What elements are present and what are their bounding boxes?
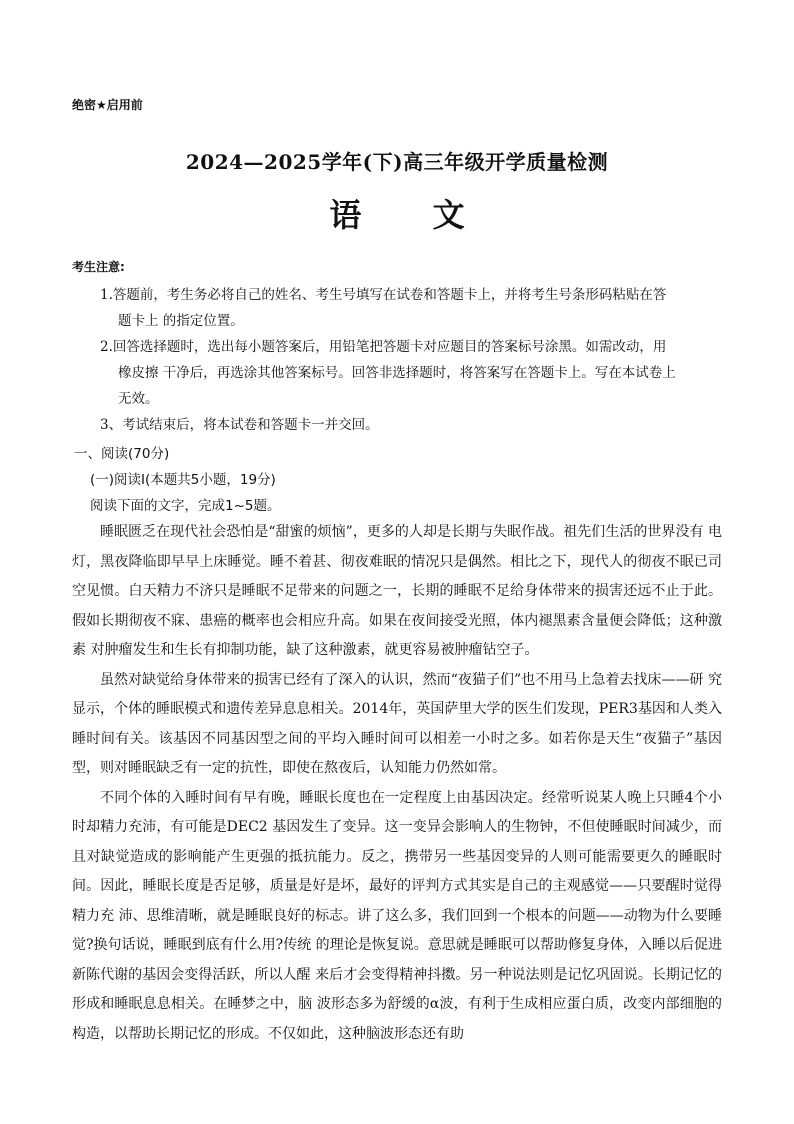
passage-paragraph-2: 虽然对缺觉给身体带来的损害已经有了深入的认识，然而“夜猫子们”也不用马上急着去找床——研 究显示，个体的睡眠模式和遗传差异息息相关。2014年，英国萨里大学的医生们发现，PER3基因和人类入 睡时间有关。该基因不同基因型之间的平均入睡时间可以相差一小时之多。如若你是天生“夜猫子”基因型，则对睡眠缺乏有一定的抗性，即使在熬夜后，认知能力仍然如常。 xyxy=(72,671,722,776)
notice-item-2 xyxy=(100,334,720,412)
notice-list xyxy=(100,282,720,438)
notice-item-1-line2: 题卡上 的指定位置。 xyxy=(118,313,244,329)
notice-item-3-line1: 3、考试结束后，将本试卷和答题卡一并交回。 xyxy=(100,417,379,433)
notice-heading: 考生注意: xyxy=(72,260,125,274)
notice-item-2-line1: 2.回答选择题时，选出每小题答案后，用铅笔把答题卡对应题目的答案标号涂黑。如需改动，用 xyxy=(100,339,667,355)
notice-item-2-line3: 无效。 xyxy=(118,391,159,407)
notice-item-1-line1: 1.答题前，考生务必将自己的姓名、考生号填写在试卷和答题卡上，并将考生号条形码粘贴在答 xyxy=(100,287,667,303)
subject-title: 语 文 xyxy=(329,196,495,234)
passage-paragraph-1: 睡眠匮乏在现代社会恐怕是“甜蜜的烦恼”，更多的人却是长期与失眠作战。祖先们生活的世界没有 电灯，黑夜降临即早早上床睡觉。睡不着甚、彻夜难眠的情况只是偶然。相比之下，现代人的彻夜不眠已司 空见惯。白天精力不济只是睡眠不足带来的问题之一，长期的睡眠不足给身体带来的损害还远不止于此。假如长期彻夜不寐、患癌的概率也会相应升高。如果在夜间接受光照，体内褪黑素含量便会降低；这种激素 对肿瘤发生和生长有抑制功能，缺了这种激素，就更容易被肿瘤钻空子。 xyxy=(72,524,722,658)
notice-item-1 xyxy=(100,282,720,334)
notice-item-3 xyxy=(100,412,720,438)
section-heading: 一、阅读(70分) xyxy=(74,446,170,462)
passage-paragraph-3: 不同个体的入睡时间有早有晚，睡眠长度也在一定程度上由基因决定。经常听说某人晚上只睡4个小 时却精力充沛，有可能是DEC2 基因发生了变异。这一变异会影响人的生物钟，不但使睡眠时间减少，而且对缺觉造成的影响能产生更强的抵抗能力。反之，携带另一些基因变异的人则可能需要更久的睡眠时间。因此，睡眠长度是否足够，质量是好是坏，最好的评判方式其实是自己的主观感觉——只要醒时觉得精力充 沛、思维清晰，就是睡眠良好的标志。讲了这么多，我们回到一个根本的问题——动物为什么要睡觉?换句话说，睡眠到底有什么用?传统 的理论是恢复说。意思就是睡眠可以帮助修复身体，入睡以后促进新陈代谢的基因会变得活跃，所以人醒 来后才会变得精神抖擞。另一种说法则是记忆巩固说。长期记忆的形成和睡眠息息相关。在睡梦之中，脑 波形态多为舒缓的α波，有利于生成相应蛋白质，改变内部细胞的构造，以帮助长期记忆的形成。不仅如此，这种脑波形态还有助 xyxy=(72,789,722,1042)
passage xyxy=(72,518,722,1049)
confidential-label: 绝密★启用前 xyxy=(72,98,143,112)
subsection-heading: (一)阅读Ⅰ(本题共5小题，19分) xyxy=(90,472,276,488)
exam-title: 2024—2025学年(下)高三年级开学质量检测 xyxy=(185,150,609,174)
notice-item-2-line2: 橡皮擦 干净后，再选涂其他答案标号。回答非选择题时，将答案写在答题卡上。写在本试卷上 xyxy=(118,365,676,381)
reading-instruction: 阅读下面的文字，完成1~5题。 xyxy=(90,498,281,514)
